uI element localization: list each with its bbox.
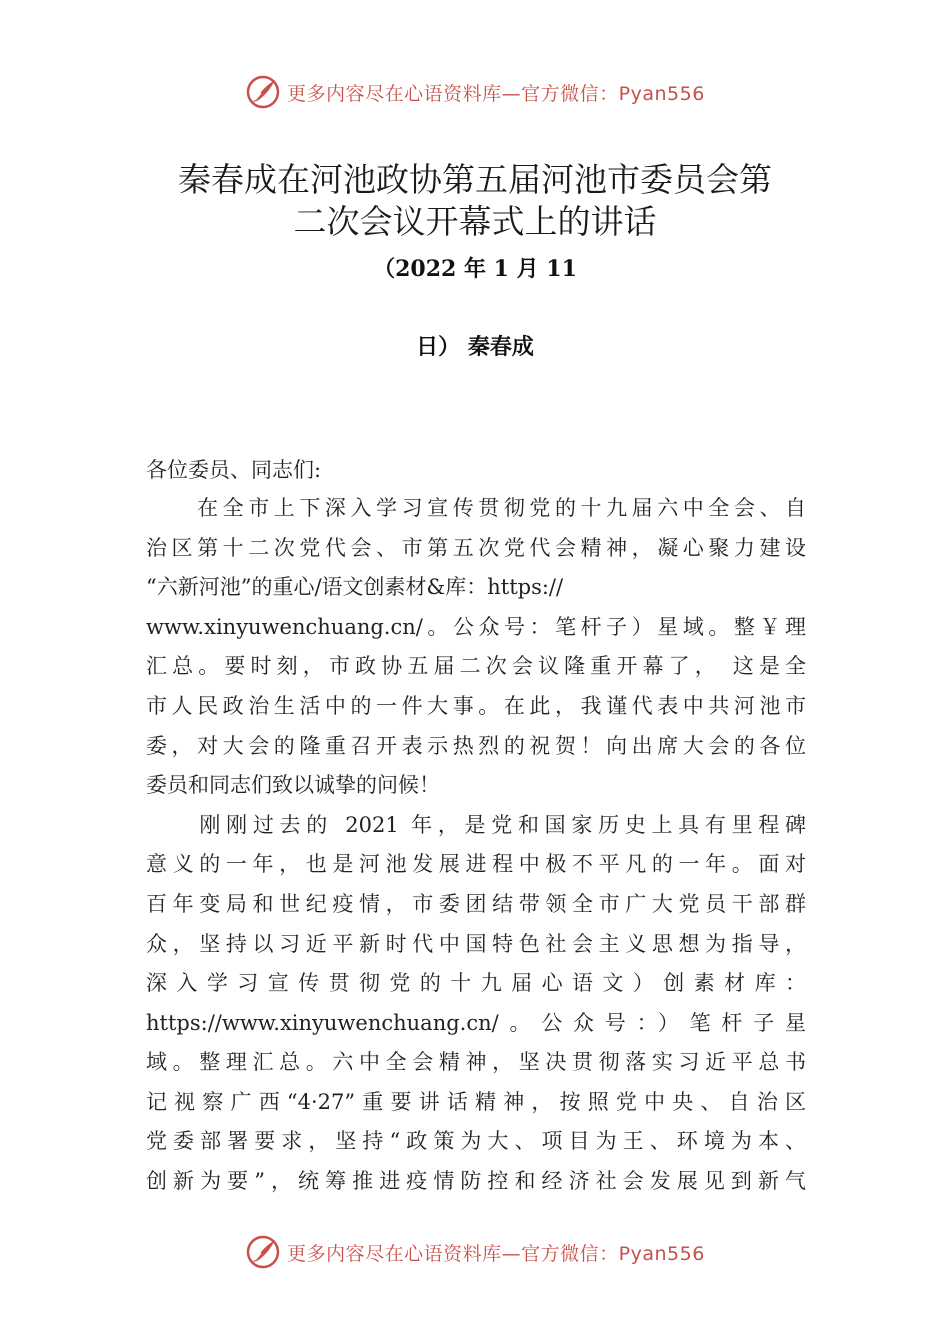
body-line: 深入学习宣传贯彻党的十九届心语文）创素材库： (146, 971, 806, 995)
body-line: 域。整理汇总。六中全会精神，坚决贯彻落实习近平总书 (146, 1050, 806, 1074)
footer-watermark (0, 1232, 950, 1272)
body-line: 委，对大会的隆重召开表示热烈的祝贺！向出席大会的各位 (146, 734, 806, 758)
quill-logo-icon (245, 1234, 281, 1270)
page-title-line-2: 二次会议开幕式上的讲话 (293, 202, 657, 241)
watermark-text: 更多内容尽在心语资料库—官方微信：Pyan556 (287, 82, 705, 105)
body-line: 意义的一年，也是河池发展进程中极不平凡的一年。面对 (146, 852, 806, 876)
body-line: www.xinyuwenchuang.cn/。公众号：笔杆子）星域。整￥理 (146, 615, 806, 639)
body-line: https://www.xinyuwenchuang.cn/。公众号：）笔杆子星 (146, 1011, 806, 1035)
body-line: 治区第十二次党代会、市第五次党代会精神，凝心聚力建设 (146, 536, 806, 560)
page-title-line-1: 秦春成在河池政协第五届河池市委员会第 (178, 160, 772, 199)
body-line: 汇总。要时刻，市政协五届二次会议隆重开幕了， 这是全 (146, 654, 806, 678)
body-line: 记视察广西“4·27”重要讲话精神，按照党中央、自治区 (146, 1090, 806, 1114)
body-line: 党委部署要求，坚持“政策为大、项目为王、环境为本、 (146, 1129, 806, 1153)
header-watermark (0, 72, 950, 112)
salutation: 各位委员、同志们: (146, 458, 322, 482)
body-line: 委员和同志们致以诚挚的问候！ (146, 773, 440, 797)
dateline-line-1: （2022 年 1 月 11 (373, 256, 577, 282)
body-line: 市人民政治生活中的一件大事。在此，我谨代表中共河池市 (146, 694, 806, 718)
body-line: “六新河池”的重心/语文创素材&库：https:// (146, 575, 564, 599)
body-line: 百年变局和世纪疫情，市委团结带领全市广大党员干部群 (146, 892, 806, 916)
body-line: 在全市上下深入学习宣传贯彻党的十九届六中全会、自 (146, 496, 806, 520)
body-line: 众，坚持以习近平新时代中国特色社会主义思想为指导， (146, 932, 806, 956)
dateline-line-2: 日） 秦春成 (416, 334, 534, 360)
body-line: 刚刚过去的 2021 年，是党和国家历史上具有里程碑 (146, 813, 806, 837)
quill-logo-icon (245, 74, 281, 110)
watermark-text: 更多内容尽在心语资料库—官方微信：Pyan556 (287, 1242, 705, 1265)
body-line: 创新为要”，统筹推进疫情防控和经济社会发展见到新气 (146, 1169, 806, 1193)
